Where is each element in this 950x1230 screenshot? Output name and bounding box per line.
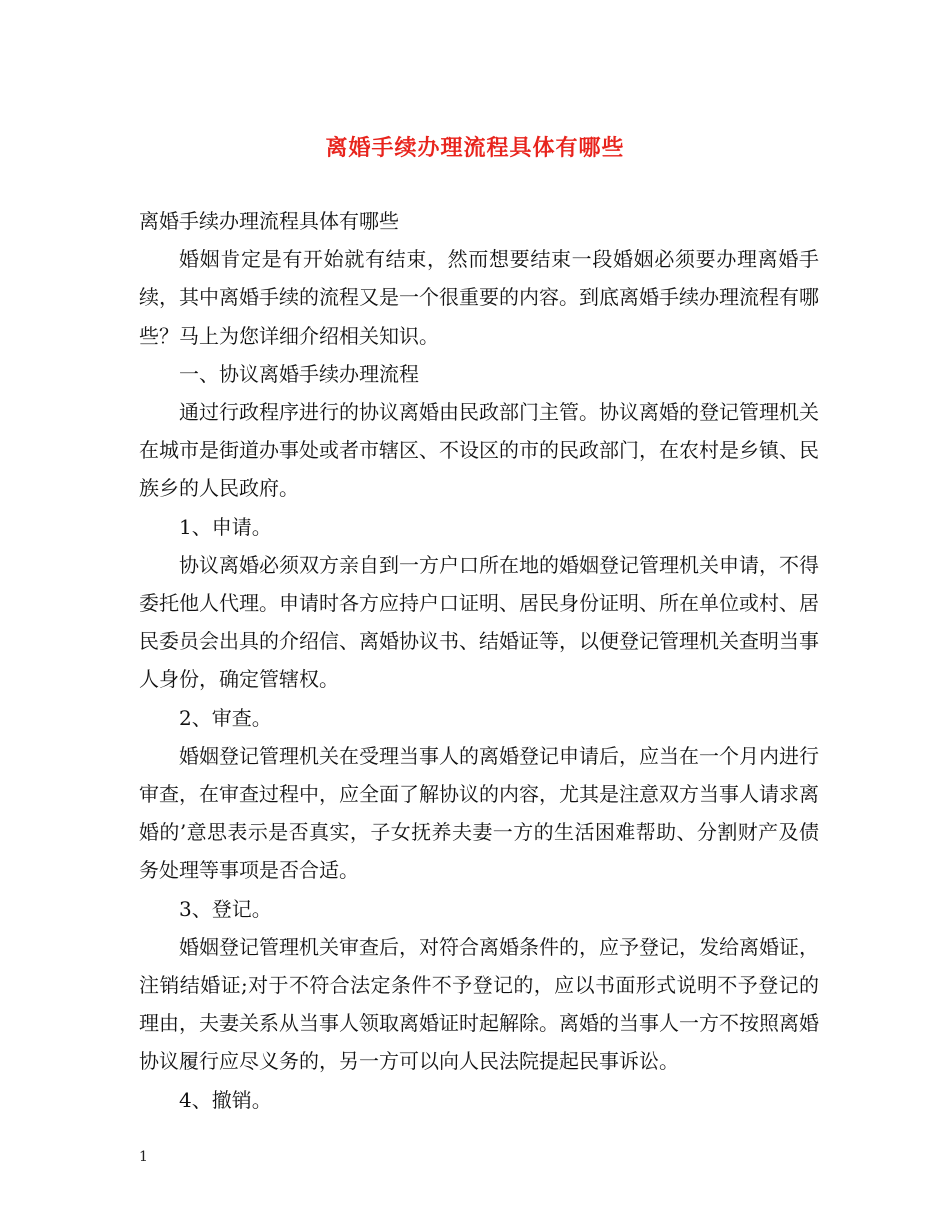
paragraph-heading: 离婚手续办理流程具体有哪些: [139, 209, 399, 233]
section-heading-agreement-divorce: 一、协议离婚手续办理流程: [179, 361, 419, 386]
paragraph-authority: 通过行政程序进行的协议离婚由民政部门主管。协议离婚的登记管理机关在城市是街道办事处或者市辖区、不设区的市的民政部门，在农村是乡镇、民族乡的人民政府。: [139, 400, 819, 501]
paragraph-apply: 协议离婚必须双方亲自到一方户口所在地的婚姻登记管理机关申请，不得委托他人代理。申请时各方应持户口证明、居民身份证明、所在单位或村、居民委员会出具的介绍信、离婚协议书、结婚证等，以便登记管理机关查明当事人身份，确定管辖权。: [139, 552, 819, 692]
document-title: 离婚手续办理流程具体有哪些: [325, 135, 625, 161]
page-number: 1: [139, 1149, 148, 1165]
paragraph-review: 婚姻登记管理机关在受理当事人的离婚登记申请后，应当在一个月内进行审查，在审查过程中，应全面了解协议的内容，尤其是注意双方当事人请求离婚的’意思表示是否真实，子女抚养夫妻一方的生活困难帮助、分割财产及债务处理等事项是否合适。: [139, 743, 819, 883]
step-heading-register: 3、登记。: [179, 896, 272, 921]
step-heading-review: 2、审查。: [179, 705, 272, 730]
paragraph-register: 婚姻登记管理机关审查后，对符合离婚条件的，应予登记，发给离婚证，注销结婚证;对于不符合法定条件不予登记的，应以书面形式说明不予登记的理由，夫妻关系从当事人领取离婚证时起解除。离婚的当事人一方不按照离婚协议履行应尽义务的，另一方可以向人民法院提起民事诉讼。: [139, 934, 819, 1074]
step-heading-revoke: 4、撤销。: [179, 1087, 272, 1112]
paragraph-intro: 婚姻肯定是有开始就有结束，然而想要结束一段婚姻必须要办理离婚手续，其中离婚手续的流程又是一个很重要的内容。到底离婚手续办理流程有哪些？马上为您详细介绍相关知识。: [139, 247, 819, 348]
step-heading-apply: 1、申请。: [179, 514, 272, 539]
document-body: [139, 202, 819, 1119]
